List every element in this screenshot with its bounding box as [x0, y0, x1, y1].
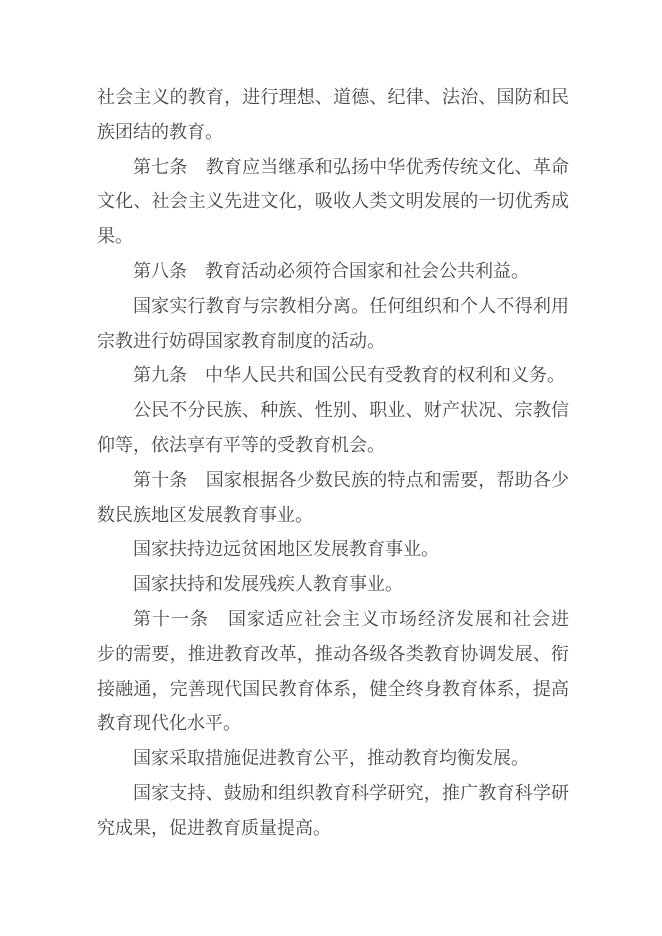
text-line: 国家采取措施促进教育公平，推动教育均衡发展。: [133, 748, 529, 769]
text-line: 究成果，促进教育质量提高。: [97, 817, 331, 838]
text-line: 国家扶持和发展残疾人教育事业。: [133, 574, 403, 595]
document-text-block: [97, 80, 569, 846]
text-line: 文化、社会主义先进文化，吸收人类文明发展的一切优秀成: [97, 191, 569, 212]
text-line: 仰等，依法享有平等的受教育机会。: [97, 434, 385, 455]
text-line: 社会主义的教育，进行理想、道德、纪律、法治、国防和民: [97, 87, 569, 107]
text-line: 公民不分民族、种族、性别、职业、财产状况、宗教信: [133, 400, 569, 421]
text-line: 宗教进行妨碍国家教育制度的活动。: [97, 330, 385, 351]
text-line: 第七条 教育应当继承和弘扬中华优秀传统文化、革命: [133, 156, 569, 177]
text-line: 教育现代化水平。: [97, 713, 241, 734]
text-line: 数民族地区发展教育事业。: [97, 504, 313, 525]
text-line: 第十条 国家根据各少数民族的特点和需要，帮助各少: [133, 469, 569, 490]
text-line: 接融通，完善现代国民教育体系，健全终身教育体系，提高: [97, 678, 569, 699]
text-line: 第八条 教育活动必须符合国家和社会公共利益。: [133, 260, 529, 281]
text-line: 第九条 中华人民共和国公民有受教育的权利和义务。: [133, 365, 565, 386]
text-line: 国家实行教育与宗教相分离。任何组织和个人不得利用: [133, 295, 569, 316]
text-line: 族团结的教育。: [97, 121, 223, 142]
text-line: 第十一条 国家适应社会主义市场经济发展和社会进: [133, 608, 569, 629]
text-line: 国家支持、鼓励和组织教育科学研究，推广教育科学研: [133, 782, 569, 803]
text-line: 国家扶持边远贫困地区发展教育事业。: [133, 539, 439, 560]
text-line: 步的需要，推进教育改革，推动各级各类教育协调发展、衔: [97, 643, 569, 664]
text-line: 果。: [97, 226, 133, 247]
